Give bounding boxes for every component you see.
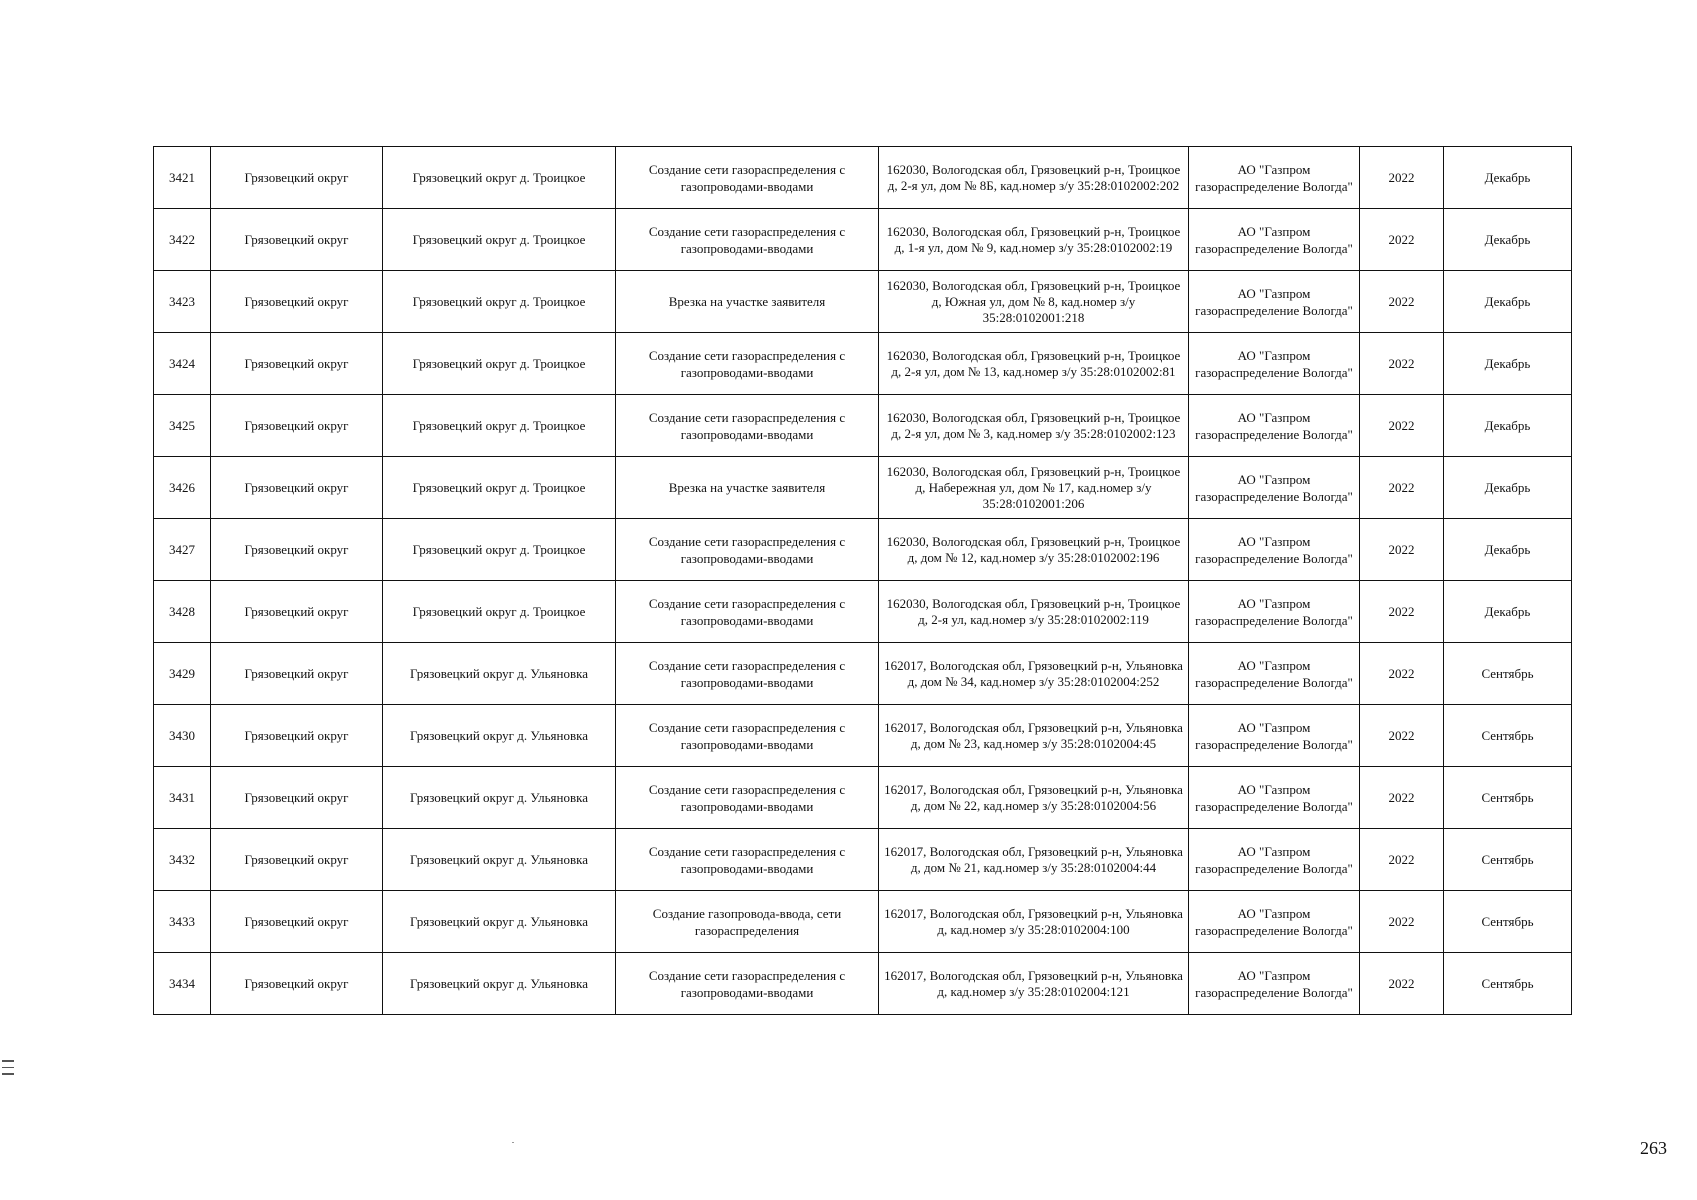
year-cell: 2022 — [1360, 147, 1444, 209]
row-number-cell: 3433 — [154, 891, 211, 953]
organization-cell: АО "Газпром газораспределение Вологда" — [1189, 953, 1360, 1015]
address-cell: 162030, Вологодская обл, Грязовецкий р-н, Троицкое д, 1-я ул, дом № 9, кад.номер з/у 35:28:0102002:19 — [879, 209, 1189, 271]
table-row — [154, 643, 1572, 705]
table-row — [154, 147, 1572, 209]
locality-cell: Грязовецкий округ д. Ульяновка — [383, 891, 616, 953]
district-cell: Грязовецкий округ — [211, 891, 383, 953]
organization-cell: АО "Газпром газораспределение Вологда" — [1189, 457, 1360, 519]
row-number-cell: 3426 — [154, 457, 211, 519]
locality-cell: Грязовецкий округ д. Троицкое — [383, 457, 616, 519]
month-cell: Декабрь — [1444, 271, 1572, 333]
month-cell: Сентябрь — [1444, 829, 1572, 891]
year-cell: 2022 — [1360, 705, 1444, 767]
organization-cell: АО "Газпром газораспределение Вологда" — [1189, 829, 1360, 891]
organization-cell: АО "Газпром газораспределение Вологда" — [1189, 519, 1360, 581]
year-cell: 2022 — [1360, 457, 1444, 519]
month-cell: Сентябрь — [1444, 953, 1572, 1015]
month-cell: Декабрь — [1444, 581, 1572, 643]
locality-cell: Грязовецкий округ д. Троицкое — [383, 395, 616, 457]
row-number-cell: 3424 — [154, 333, 211, 395]
table-row — [154, 209, 1572, 271]
address-cell: 162017, Вологодская обл, Грязовецкий р-н, Ульяновка д, дом № 21, кад.номер з/у 35:28:0102004:44 — [879, 829, 1189, 891]
organization-cell: АО "Газпром газораспределение Вологда" — [1189, 147, 1360, 209]
month-cell: Декабрь — [1444, 209, 1572, 271]
year-cell: 2022 — [1360, 333, 1444, 395]
district-cell: Грязовецкий округ — [211, 333, 383, 395]
year-cell: 2022 — [1360, 209, 1444, 271]
work-type-cell: Создание сети газораспределения с газопроводами-вводами — [616, 767, 879, 829]
locality-cell: Грязовецкий округ д. Троицкое — [383, 333, 616, 395]
district-cell: Грязовецкий округ — [211, 271, 383, 333]
month-cell: Декабрь — [1444, 147, 1572, 209]
organization-cell: АО "Газпром газораспределение Вологда" — [1189, 705, 1360, 767]
row-number-cell: 3434 — [154, 953, 211, 1015]
locality-cell: Грязовецкий округ д. Ульяновка — [383, 643, 616, 705]
year-cell: 2022 — [1360, 953, 1444, 1015]
year-cell: 2022 — [1360, 519, 1444, 581]
address-cell: 162017, Вологодская обл, Грязовецкий р-н, Ульяновка д, кад.номер з/у 35:28:0102004:100 — [879, 891, 1189, 953]
organization-cell: АО "Газпром газораспределение Вологда" — [1189, 891, 1360, 953]
table-row — [154, 395, 1572, 457]
work-type-cell: Создание сети газораспределения с газопроводами-вводами — [616, 705, 879, 767]
row-number-cell: 3421 — [154, 147, 211, 209]
address-cell: 162030, Вологодская обл, Грязовецкий р-н, Троицкое д, 2-я ул, дом № 8Б, кад.номер з/у 35:28:0102002:202 — [879, 147, 1189, 209]
district-cell: Грязовецкий округ — [211, 457, 383, 519]
locality-cell: Грязовецкий округ д. Троицкое — [383, 581, 616, 643]
month-cell: Сентябрь — [1444, 891, 1572, 953]
address-cell: 162017, Вологодская обл, Грязовецкий р-н, Ульяновка д, дом № 34, кад.номер з/у 35:28:0102004:252 — [879, 643, 1189, 705]
month-cell: Декабрь — [1444, 395, 1572, 457]
district-cell: Грязовецкий округ — [211, 581, 383, 643]
row-number-cell: 3425 — [154, 395, 211, 457]
year-cell: 2022 — [1360, 395, 1444, 457]
locality-cell: Грязовецкий округ д. Троицкое — [383, 209, 616, 271]
locality-cell: Грязовецкий округ д. Ульяновка — [383, 705, 616, 767]
table-row — [154, 705, 1572, 767]
row-number-cell: 3429 — [154, 643, 211, 705]
work-type-cell: Создание сети газораспределения с газопроводами-вводами — [616, 333, 879, 395]
organization-cell: АО "Газпром газораспределение Вологда" — [1189, 333, 1360, 395]
table-row — [154, 333, 1572, 395]
district-cell: Грязовецкий округ — [211, 643, 383, 705]
row-number-cell: 3428 — [154, 581, 211, 643]
work-type-cell: Врезка на участке заявителя — [616, 457, 879, 519]
month-cell: Сентябрь — [1444, 643, 1572, 705]
work-type-cell: Создание сети газораспределения с газопроводами-вводами — [616, 953, 879, 1015]
work-type-cell: Создание газопровода-ввода, сети газораспределения — [616, 891, 879, 953]
table-row — [154, 953, 1572, 1015]
address-cell: 162017, Вологодская обл, Грязовецкий р-н, Ульяновка д, кад.номер з/у 35:28:0102004:121 — [879, 953, 1189, 1015]
work-type-cell: Врезка на участке заявителя — [616, 271, 879, 333]
district-cell: Грязовецкий округ — [211, 829, 383, 891]
row-number-cell: 3422 — [154, 209, 211, 271]
work-type-cell: Создание сети газораспределения с газопроводами-вводами — [616, 147, 879, 209]
table-row — [154, 457, 1572, 519]
organization-cell: АО "Газпром газораспределение Вологда" — [1189, 767, 1360, 829]
table-row — [154, 767, 1572, 829]
year-cell: 2022 — [1360, 643, 1444, 705]
year-cell: 2022 — [1360, 767, 1444, 829]
district-cell: Грязовецкий округ — [211, 705, 383, 767]
locality-cell: Грязовецкий округ д. Троицкое — [383, 147, 616, 209]
organization-cell: АО "Газпром газораспределение Вологда" — [1189, 395, 1360, 457]
work-type-cell: Создание сети газораспределения с газопроводами-вводами — [616, 519, 879, 581]
row-number-cell: 3427 — [154, 519, 211, 581]
month-cell: Сентябрь — [1444, 705, 1572, 767]
table-row — [154, 519, 1572, 581]
row-number-cell: 3430 — [154, 705, 211, 767]
district-cell: Грязовецкий округ — [211, 953, 383, 1015]
month-cell: Декабрь — [1444, 333, 1572, 395]
address-cell: 162030, Вологодская обл, Грязовецкий р-н, Троицкое д, дом № 12, кад.номер з/у 35:28:0102002:196 — [879, 519, 1189, 581]
table-row — [154, 581, 1572, 643]
district-cell: Грязовецкий округ — [211, 147, 383, 209]
organization-cell: АО "Газпром газораспределение Вологда" — [1189, 643, 1360, 705]
month-cell: Сентябрь — [1444, 767, 1572, 829]
work-type-cell: Создание сети газораспределения с газопроводами-вводами — [616, 209, 879, 271]
address-cell: 162030, Вологодская обл, Грязовецкий р-н, Троицкое д, Набережная ул, дом № 17, кад.номер з/у 35:28:0102001:206 — [879, 457, 1189, 519]
district-cell: Грязовецкий округ — [211, 767, 383, 829]
address-cell: 162030, Вологодская обл, Грязовецкий р-н, Троицкое д, Южная ул, дом № 8, кад.номер з/у 35:28:0102001:218 — [879, 271, 1189, 333]
year-cell: 2022 — [1360, 891, 1444, 953]
organization-cell: АО "Газпром газораспределение Вологда" — [1189, 581, 1360, 643]
locality-cell: Грязовецкий округ д. Троицкое — [383, 271, 616, 333]
address-cell: 162030, Вологодская обл, Грязовецкий р-н, Троицкое д, 2-я ул, кад.номер з/у 35:28:0102002:119 — [879, 581, 1189, 643]
work-type-cell: Создание сети газораспределения с газопроводами-вводами — [616, 395, 879, 457]
locality-cell: Грязовецкий округ д. Ульяновка — [383, 953, 616, 1015]
address-cell: 162030, Вологодская обл, Грязовецкий р-н, Троицкое д, 2-я ул, дом № 3, кад.номер з/у 35:28:0102002:123 — [879, 395, 1189, 457]
address-cell: 162017, Вологодская обл, Грязовецкий р-н, Ульяновка д, дом № 23, кад.номер з/у 35:28:0102004:45 — [879, 705, 1189, 767]
district-cell: Грязовецкий округ — [211, 209, 383, 271]
row-number-cell: 3432 — [154, 829, 211, 891]
table-row — [154, 891, 1572, 953]
district-cell: Грязовецкий округ — [211, 519, 383, 581]
work-type-cell: Создание сети газораспределения с газопроводами-вводами — [616, 581, 879, 643]
margin-tick-marks — [2, 1060, 14, 1088]
district-cell: Грязовецкий округ — [211, 395, 383, 457]
table-row — [154, 271, 1572, 333]
year-cell: 2022 — [1360, 829, 1444, 891]
year-cell: 2022 — [1360, 581, 1444, 643]
work-type-cell: Создание сети газораспределения с газопроводами-вводами — [616, 829, 879, 891]
row-number-cell: 3431 — [154, 767, 211, 829]
scan-speck — [512, 1142, 514, 1143]
table-body — [154, 147, 1572, 1015]
address-cell: 162030, Вологодская обл, Грязовецкий р-н, Троицкое д, 2-я ул, дом № 13, кад.номер з/у 35:28:0102002:81 — [879, 333, 1189, 395]
month-cell: Декабрь — [1444, 457, 1572, 519]
address-cell: 162017, Вологодская обл, Грязовецкий р-н, Ульяновка д, дом № 22, кад.номер з/у 35:28:0102004:56 — [879, 767, 1189, 829]
month-cell: Декабрь — [1444, 519, 1572, 581]
locality-cell: Грязовецкий округ д. Троицкое — [383, 519, 616, 581]
year-cell: 2022 — [1360, 271, 1444, 333]
gasification-schedule-table — [153, 146, 1572, 1015]
table-row — [154, 829, 1572, 891]
locality-cell: Грязовецкий округ д. Ульяновка — [383, 767, 616, 829]
organization-cell: АО "Газпром газораспределение Вологда" — [1189, 209, 1360, 271]
work-type-cell: Создание сети газораспределения с газопроводами-вводами — [616, 643, 879, 705]
organization-cell: АО "Газпром газораспределение Вологда" — [1189, 271, 1360, 333]
page-number: 263 — [1640, 1138, 1667, 1158]
row-number-cell: 3423 — [154, 271, 211, 333]
locality-cell: Грязовецкий округ д. Ульяновка — [383, 829, 616, 891]
